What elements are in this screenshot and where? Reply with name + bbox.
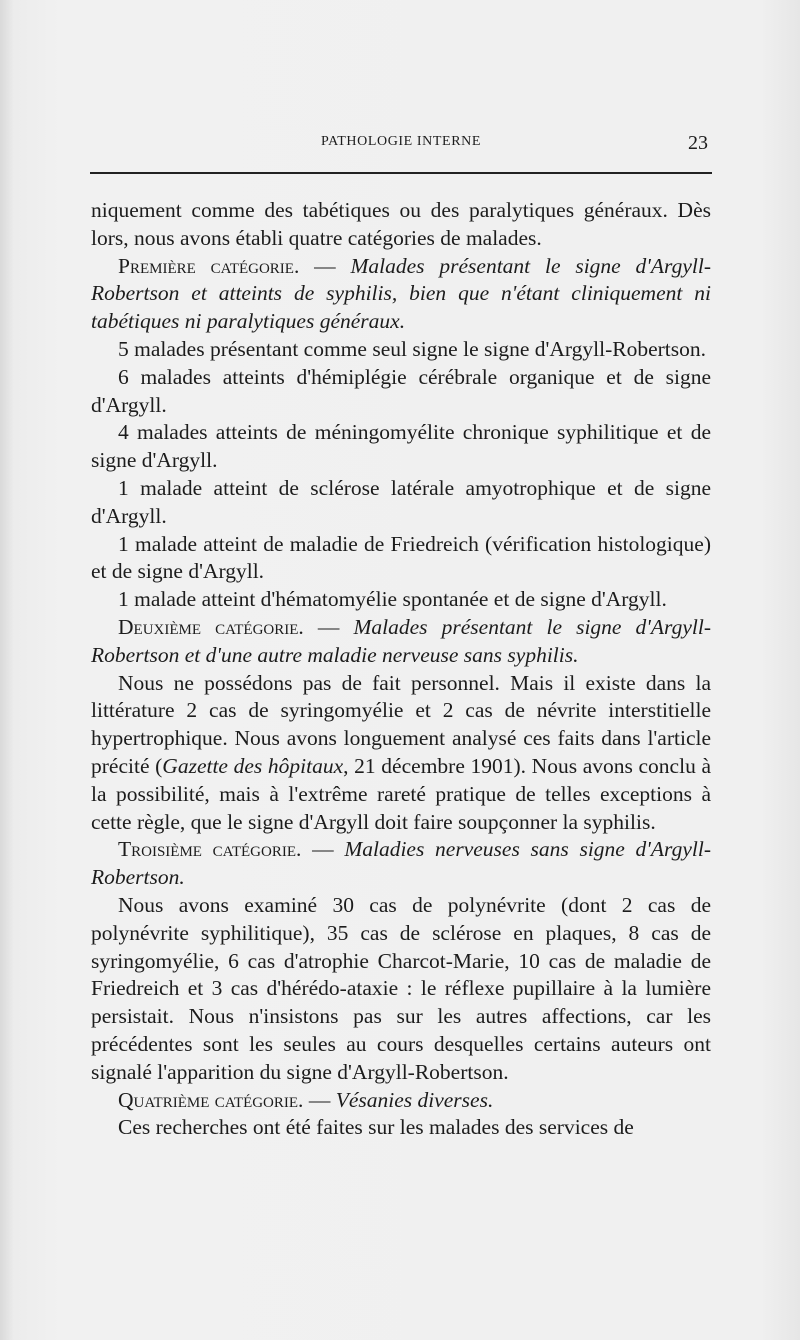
text-run: , 21 décembre 1901). Nous avons conclu à la possibilité, mais à l'extrême rareté pratique de telles exceptions à cette règle, que le signe d'Argyll doit faire soupçonner la syphilis.	[91, 753, 711, 834]
paragraph	[91, 531, 711, 587]
paragraph	[91, 253, 711, 336]
paragraph	[91, 1114, 711, 1142]
paragraph	[91, 670, 711, 837]
text-run: —	[303, 614, 354, 639]
paragraph	[91, 614, 711, 670]
page-header	[90, 132, 712, 156]
italic-text: Gazette des hôpitaux	[162, 753, 344, 778]
running-title: PATHOLOGIE INTERNE	[321, 134, 481, 149]
italic-text: Vésanies diverses.	[335, 1087, 494, 1112]
section-heading: Première catégorie.	[118, 253, 300, 278]
text-run: Nous ne possédons pas de fait personnel. Mais il existe dans la littérature 2 cas de syringomyélie et 2 cas de névrite interstitielle hypertrophique. Nous avons longuement analysé ces faits dans l'article précité (	[91, 670, 711, 778]
text-run: 1 malade atteint de maladie de Friedreich (vérification histologique) et de signe d'Argyll.	[91, 531, 711, 584]
paragraph	[91, 197, 711, 253]
paragraph	[91, 475, 711, 531]
body-text	[91, 197, 711, 1142]
section-heading: Quatrième catégorie.	[118, 1087, 304, 1112]
italic-text: Maladies nerveuses sans signe d'Argyll-Robertson.	[91, 837, 712, 890]
text-run: 1 malade atteint de sclérose latérale amyotrophique et de signe d'Argyll.	[91, 475, 711, 528]
paragraph	[91, 364, 711, 420]
section-heading: Troisième catégorie.	[118, 837, 302, 862]
text-run: —	[299, 253, 351, 278]
paragraph	[91, 836, 711, 892]
page-number: 23	[688, 132, 708, 154]
text-run: Nous avons examiné 30 cas de polynévrite (dont 2 cas de polynévrite syphilitique), 35 cas de sclérose en plaques, 8 cas de syringomyélie, 6 cas d'atrophie Charcot-Marie, 10 cas de maladie de Friedreich et 3 cas d'hérédo-ataxie : le réflexe pupillaire à la lumière persistait. Nous n'insistons pas sur les autres affections, car les précédentes sont les seules au cours desquelles certains auteurs ont signalé l'apparition du signe d'Argyll-Robertson.	[91, 892, 711, 1084]
text-run: —	[301, 837, 345, 862]
section-heading: Deuxième catégorie.	[118, 614, 304, 639]
paragraph	[91, 419, 711, 475]
text-run: —	[303, 1087, 336, 1112]
header-rule	[90, 172, 712, 174]
italic-text: Malades présentant le signe d'Argyll-Robertson et d'une autre maladie nerveuse sans syphilis.	[91, 614, 712, 667]
text-run: 1 malade atteint d'hématomyélie spontanée et de signe d'Argyll.	[118, 587, 667, 612]
text-run: 5 malades présentant comme seul signe le signe d'Argyll-Robertson.	[118, 336, 707, 361]
paragraph	[91, 586, 711, 614]
paragraph	[91, 336, 711, 364]
paragraph	[91, 892, 711, 1087]
paragraph	[91, 1087, 711, 1115]
italic-text: Malades présentant le signe d'Argyll-Robertson et atteints de syphilis, bien que n'étant cliniquement ni tabétiques ni paralytiques généraux.	[91, 253, 711, 334]
text-run: Ces recherches ont été faites sur les malades des services de	[118, 1115, 634, 1140]
text-run: 4 malades atteints de méningomyélite chronique syphilitique et de signe d'Argyll.	[91, 420, 711, 473]
text-run: 6 malades atteints d'hémiplégie cérébrale organique et de signe d'Argyll.	[91, 364, 711, 417]
text-run: niquement comme des tabétiques ou des paralytiques généraux. Dès lors, nous avons établi quatre catégories de malades.	[91, 198, 711, 250]
